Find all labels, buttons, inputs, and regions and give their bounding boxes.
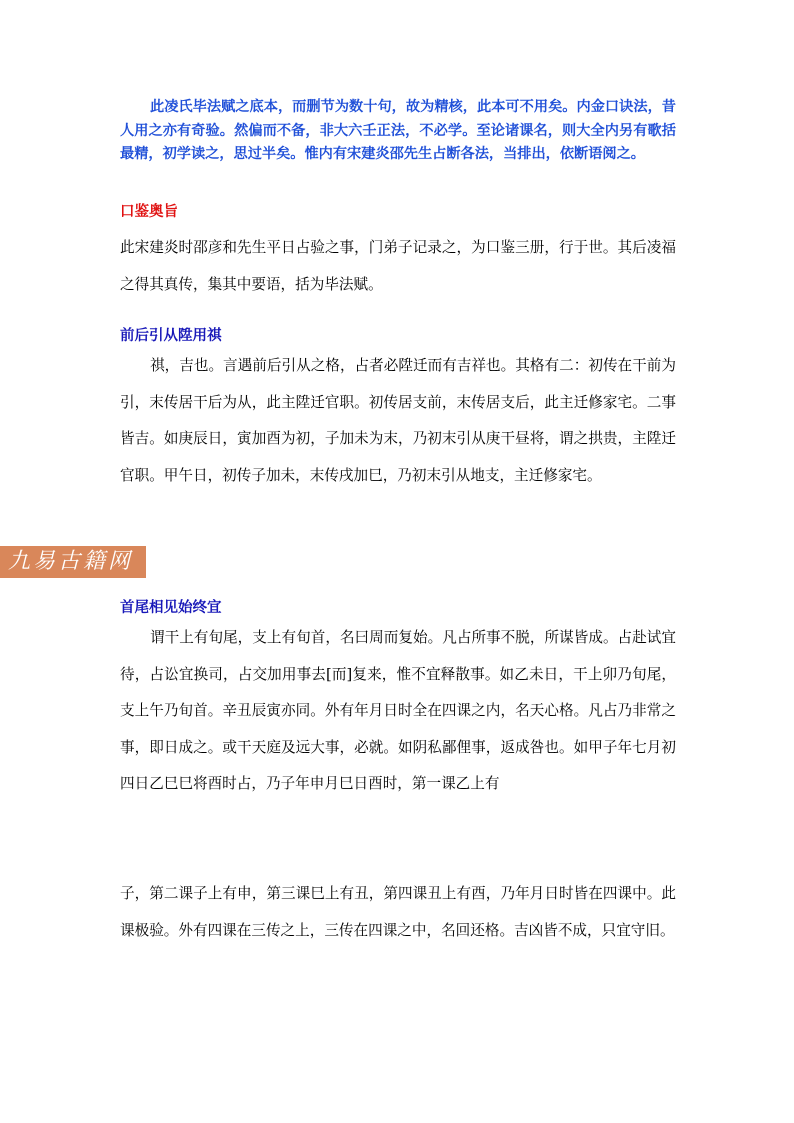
section-text-koujian: 此宋建炎时邵彦和先生平日占验之事，门弟子记录之，为口鉴三册，行于世。其后凌福之得其真传，集其中要语，括为毕法赋。	[120, 239, 676, 293]
intro-note: 此凌氏毕法赋之底本，而删节为数十句，故为精核，此本可不用矣。内金口诀法，昔人用之亦有奇验。然偏而不备，非大六壬正法，不必学。至论诸课名，则大全内另有歌括最精，初学读之，思过半矣。惟内有宋建炎邵先生占断各法，当排出，依断语阅之。	[120, 99, 676, 162]
section-text-shouwei-a: 谓干上有旬尾，支上有旬首，名曰周而复始。凡占所事不脱，所谋皆成。占赴试宜待，占讼宜换司，占交加用事去[而]复来，惟不宜释散事。如乙未日，干上卯乃旬尾，支上午乃旬首。辛丑辰寅亦同。外有年月日时全在四课之内，名天心格。凡占乃非常之事，即日成之。或干天庭及远大事，必就。如阴私鄙俚事，返成咎也。如甲子年七月初四日乙巳巳将酉时占，乃子年申月巳日酉时，第一课乙上有	[120, 629, 676, 793]
section-text-qianhou: 祺，吉也。言遇前后引从之格，占者必陞迁而有吉祥也。其格有二：初传在干前为引，末传居干后为从，此主陞迁官职。初传居支前，末传居支后，此主迁修家宅。二事皆吉。如庚辰日，寅加酉为初，子加未为末，乃初末引从庚干昼将，谓之拱贵，主陞迁官职。甲午日，初传子加未，末传戌加巳，乃初末引从地支，主迁修家宅。	[120, 357, 676, 484]
section-text-shouwei-b: 子，第二课子上有申，第三课巳上有丑，第四课丑上有酉，乃年月日时皆在四课中。此课极验。外有四课在三传之上，三传在四课之中，名回还格。吉凶皆不成，只宜守旧。	[120, 885, 676, 939]
site-watermark-logo: 九易古籍网	[0, 546, 146, 578]
section-title-qianhou: 前后引从陞用祺	[120, 328, 222, 344]
section-title-koujian: 口鉴奥旨	[120, 204, 178, 220]
section-title-shouwei: 首尾相见始终宜	[120, 600, 222, 616]
